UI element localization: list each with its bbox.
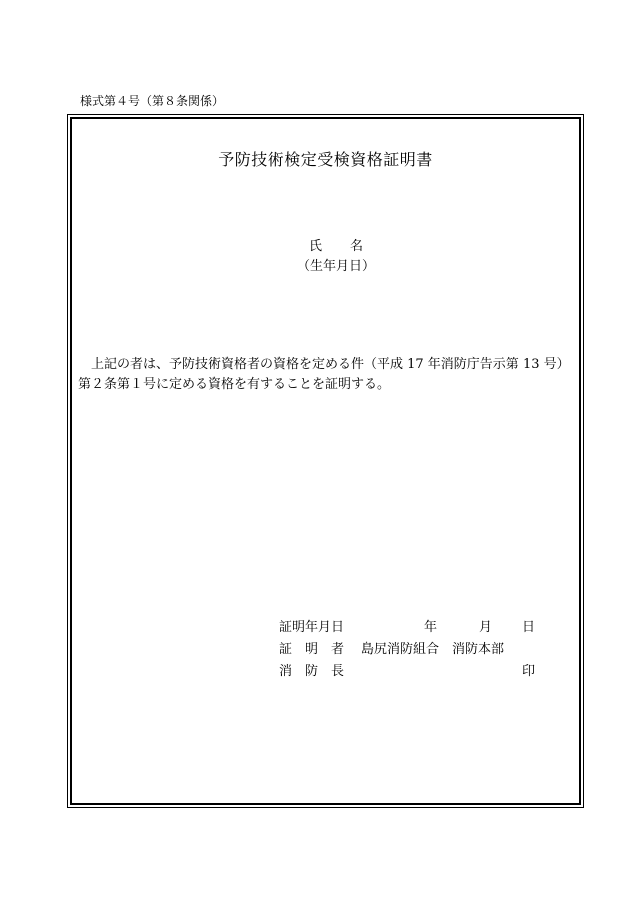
document-frame-inner (70, 117, 581, 805)
signature-block (279, 617, 539, 683)
document-frame (67, 114, 584, 808)
document-title: 予防技術検定受検資格証明書 (218, 150, 433, 169)
fire-chief-row (279, 661, 539, 683)
certification-date-row (279, 617, 539, 639)
certification-date-label: 証明年月日 (279, 620, 345, 635)
year-label: 年 (424, 620, 438, 635)
statement-line-1-text: 上記の者は、予防技術資格者の資格を定める件（平成 17 年消防庁告示第 13 号） (91, 357, 570, 372)
certifier-row (279, 639, 539, 661)
fire-chief-label: 消 防 長 (279, 664, 345, 679)
certifier-value: 島尻消防組合 消防本部 (361, 642, 505, 657)
name-label (309, 237, 375, 257)
certifier-label: 証 明 者 (279, 642, 345, 657)
birth-date-label: （生年月日） (297, 259, 376, 274)
name-label-char-2: 名 (350, 239, 364, 254)
name-label-char-1: 氏 (309, 239, 323, 254)
name-block (297, 237, 376, 277)
month-label: 月 (479, 620, 493, 635)
certification-statement (78, 355, 574, 395)
statement-line-1 (78, 355, 574, 375)
day-label: 日 (522, 620, 536, 635)
statement-line-2: 第２条第１号に定める資格を有することを証明する。 (78, 377, 391, 392)
form-number: 様式第４号（第８条関係） (80, 94, 225, 108)
seal-mark: 印 (522, 664, 536, 679)
